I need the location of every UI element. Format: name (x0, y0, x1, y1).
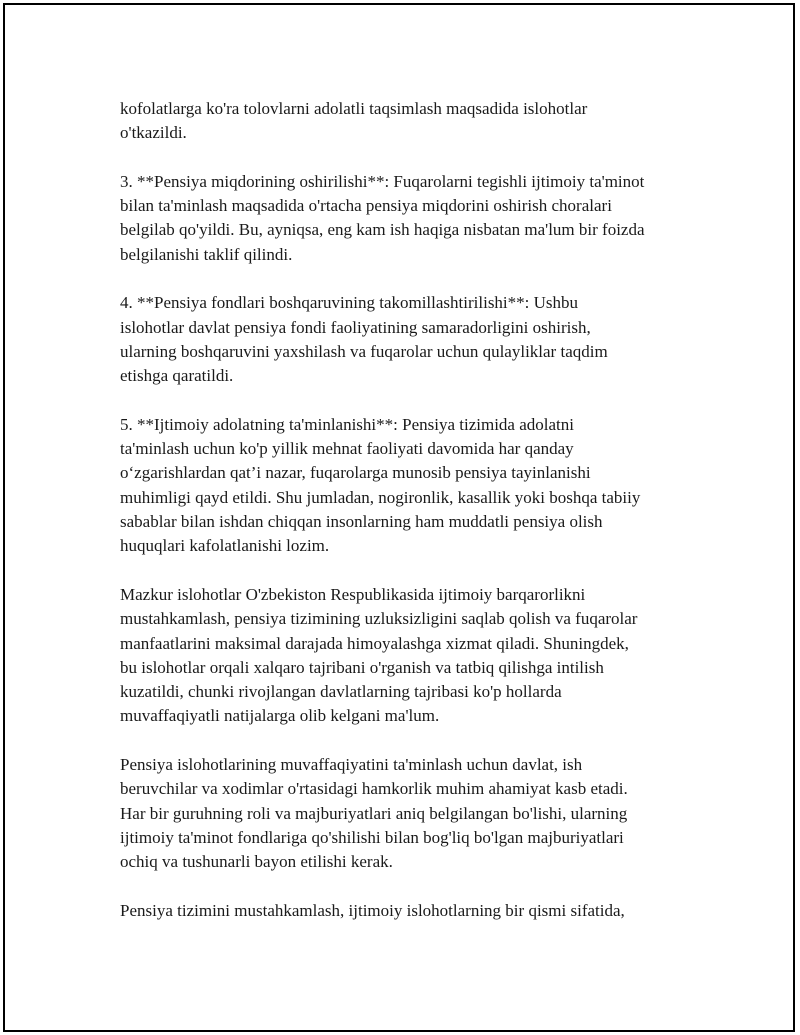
page-frame (3, 3, 795, 1032)
paragraph-1: kofolatlarga ko'ra tolovlarni adolatli taqsimlash maqsadida islohotlar o'tkazildi. (120, 99, 588, 143)
paragraph-7: Pensiya tizimini mustahkamlash, ijtimoiy islohotlarning bir qismi sifatida, (120, 900, 625, 920)
paragraph-6: Pensiya islohotlarining muvaffaqiyatini ta'minlash uchun davlat, ish beruvchilar va xodimlar o'rtasidagi hamkorlik muhim ahamiyat kasb etadi. Har bir guruhning roli va majburiyatlari aniq belgilangan bo'lishi, ularning ijtimoiy ta'minot fondlariga qo'shilishi bilan bog'liq bo'lgan majburiyatlari ochiq va tushunarli bayon etilishi kerak. (120, 755, 628, 872)
paragraph-4: 5. **Ijtimoiy adolatning ta'minlanishi**: Pensiya tizimida adolatni ta'minlash uchun ko'p yillik mehnat faoliyati davomida har qanday o‘zgarishlardan qat’i nazar, fuqarolarga munosib pensiya tayinlanishi muhimligi qayd etildi. Shu jumladan, nogironlik, kasallik yoki boshqa tabiiy sabablar bilan ishdan chiqqan insonlarning ham muddatli pensiya olish huquqlari kafolatlanishi lozim. (120, 414, 641, 556)
paragraph-3: 4. **Pensiya fondlari boshqaruvining takomillashtirilishi**: Ushbu islohotlar davlat pensiya fondi faoliyatining samaradorligini oshirish, ularning boshqaruvini yaxshilash va fuqarolar uchun qulayliklar taqdim etishga qaratildi. (120, 293, 608, 386)
document-body (120, 97, 700, 947)
paragraph-2: 3. **Pensiya miqdorining oshirilishi**: Fuqarolarni tegishli ijtimoiy ta'minot bilan ta'minlash maqsadida o'rtacha pensiya miqdorini oshirish choralari belgilab qo'yildi. Bu, ayniqsa, eng kam ish haqiga nisbatan ma'lum bir foizda belgilanishi taklif qilindi. (120, 171, 645, 264)
paragraph-5: Mazkur islohotlar O'zbekiston Respublikasida ijtimoiy barqarorlikni mustahkamlash, pensiya tizimining uzluksizligini saqlab qolish va fuqarolar manfaatlarini maksimal darajada himoyalashga xizmat qiladi. Shuningdek, bu islohotlar orqali xalqaro tajribani o'rganish va tatbiq qilishga intilish kuzatildi, chunki rivojlangan davlatlarning tajribasi ko'p hollarda muvaffaqiyatli natijalarga olib kelgani ma'lum. (120, 584, 638, 726)
